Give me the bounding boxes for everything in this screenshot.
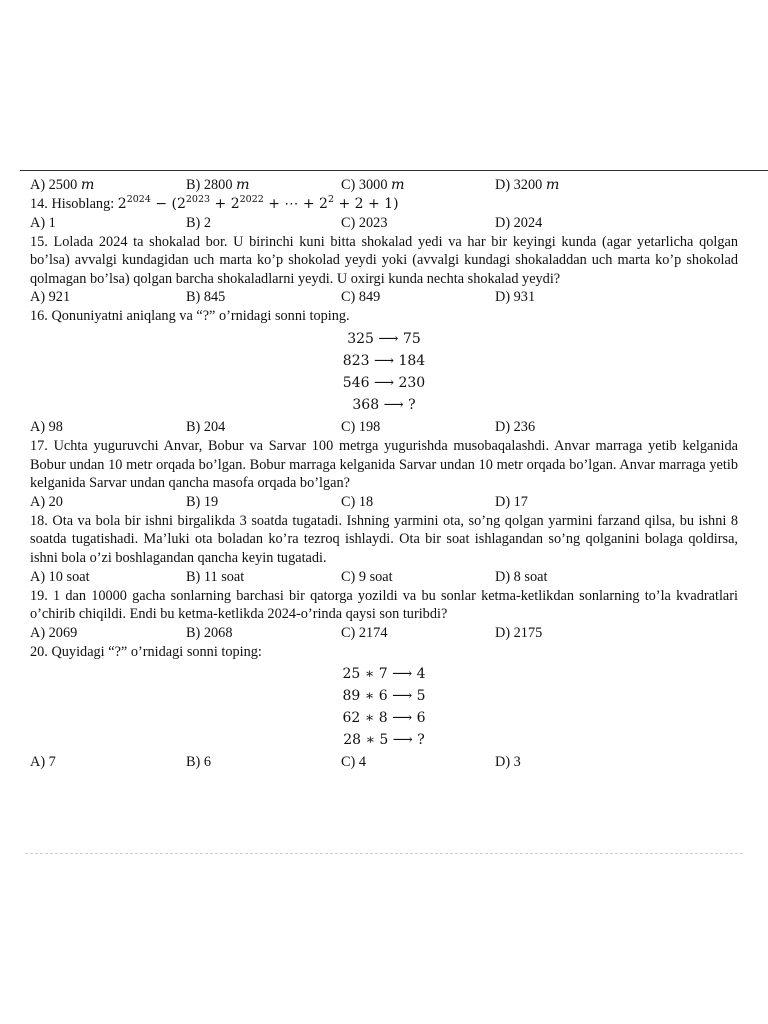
question-20-options	[30, 753, 738, 772]
option-a: A) 921	[30, 289, 71, 306]
pattern-line: 25 ∗ 7 ⟶ 4	[342, 666, 426, 683]
option-a: A) 20	[30, 493, 63, 510]
question-19: 19. 1 dan 10000 gacha sonlarning barchasi bir qatorga yozildi va bu sonlar ketma-ketlikdan sonlarning to’la kvadratlari o’chirib chiqildi. Endi bu ketma-ketlikda 2024-o’rinda qaysi son turibdi?	[30, 587, 738, 623]
option-b: B) 6	[186, 754, 212, 771]
option-a: A) 2500 m	[30, 177, 95, 193]
pattern-line: 823 ⟶ 184	[342, 352, 426, 369]
pattern-line: 28 ∗ 5 ⟶ ?	[343, 732, 425, 749]
option-b: B) 204	[186, 418, 226, 435]
option-b: B) 845	[186, 289, 226, 306]
question-20: 20. Quyidagi “?” o’rnidagi sonni toping:	[30, 643, 262, 660]
q16-pattern	[30, 328, 738, 416]
option-b: B) 2068	[186, 624, 233, 641]
option-a: A) 1	[30, 214, 56, 231]
option-c: C) 2174	[341, 624, 388, 641]
q14-expression: $2^{2024} - (2^{2023} + 2^{2022}$ + ⋯ + $2^2 + 2 + 1$)	[117, 194, 399, 212]
question-14-options	[30, 214, 738, 233]
option-c: C) 198	[341, 418, 381, 435]
q20-pattern	[30, 663, 738, 751]
option-c: C) 849	[341, 289, 381, 306]
option-a: A) 10 soat	[30, 568, 90, 585]
question-18-options	[30, 568, 738, 587]
question-18: 18. Ota va bola bir ishni birgalikda 3 soatda tugatadi. Ishning yarmini ota, so’ng qolgan yarmini farzand qilsa, bu ishni 8 soatda tugatishadi. Ma’luki ota boladan ko’ra tezroq ishlaydi. Ota bir soat ishlagandan so’ng qolganini bolaga qoldirsa, ishni bola o’zi boshlagandan qancha keyin tugatadi.	[30, 512, 738, 566]
pattern-line: 62 ∗ 8 ⟶ 6	[342, 710, 426, 727]
option-d: D) 8 soat	[495, 568, 548, 585]
question-17: 17. Uchta yuguruvchi Anvar, Bobur va Sarvar 100 metrga yugurishda musobaqalashdi. Anvar marraga yetib kelganida Bobur undan 10 metr orqada bo’lgan. Bobur marraga kelganida Sarvar undan 10 metr orqada bo’lgan. Anvar marraga yetib kelganida Sarvar undan qancha masofa orqada bo’lgan?	[30, 437, 738, 492]
pattern-line: 368 ⟶ ?	[352, 396, 416, 413]
prev-question-options	[30, 176, 738, 195]
option-d: D) 17	[495, 493, 528, 510]
question-14: 14. Hisoblang: $2^{2024} - (2^{2023} + 2^{2022}$ + ⋯ + $2^2 + 2 + 1$)	[30, 194, 399, 212]
option-c: C) 2023	[341, 214, 388, 231]
question-15-options	[30, 288, 738, 307]
top-divider	[20, 170, 768, 171]
question-16-options	[30, 418, 738, 437]
option-c: C) 3000 m	[341, 177, 405, 193]
bottom-cutoff-line	[25, 853, 743, 854]
question-17-options	[30, 493, 738, 512]
option-d: D) 931	[495, 289, 536, 306]
questions-block	[30, 176, 738, 772]
pattern-line: 325 ⟶ 75	[347, 330, 421, 347]
option-d: D) 3200 m	[495, 177, 560, 193]
option-c: C) 4	[341, 754, 367, 771]
option-d: D) 2024	[495, 214, 543, 231]
option-d: D) 3	[495, 754, 521, 771]
question-15: 15. Lolada 2024 ta shokalad bor. U birinchi kuni bitta shokalad yedi va har bir keyingi kunda (agar yetarlicha qolgan bo’lsa) avvalgi kundagidan uch marta ko’p shokolad yeydi yoki (avvalgi kundagi shokaladdan uch marta ko’p shokolad qolmagan bo’lsa) qolgan barcha shokaladlarni yeydi. U oxirgi kunda nechta shokalad yeydi?	[30, 233, 738, 287]
option-b: B) 11 soat	[186, 568, 245, 585]
option-a: A) 7	[30, 754, 56, 771]
option-a: A) 2069	[30, 624, 78, 641]
option-d: D) 2175	[495, 624, 543, 641]
option-b: B) 2800 m	[186, 177, 250, 193]
option-a: A) 98	[30, 418, 63, 435]
question-19-options	[30, 624, 738, 643]
question-16: 16. Qonuniyatni aniqlang va “?” o’rnidagi sonni toping.	[30, 308, 350, 325]
option-c: C) 9 soat	[341, 568, 393, 585]
option-d: D) 236	[495, 418, 536, 435]
option-c: C) 18	[341, 493, 374, 510]
option-b: B) 2	[186, 214, 212, 231]
pattern-line: 546 ⟶ 230	[342, 374, 426, 391]
option-b: B) 19	[186, 493, 219, 510]
pattern-line: 89 ∗ 6 ⟶ 5	[342, 688, 426, 705]
